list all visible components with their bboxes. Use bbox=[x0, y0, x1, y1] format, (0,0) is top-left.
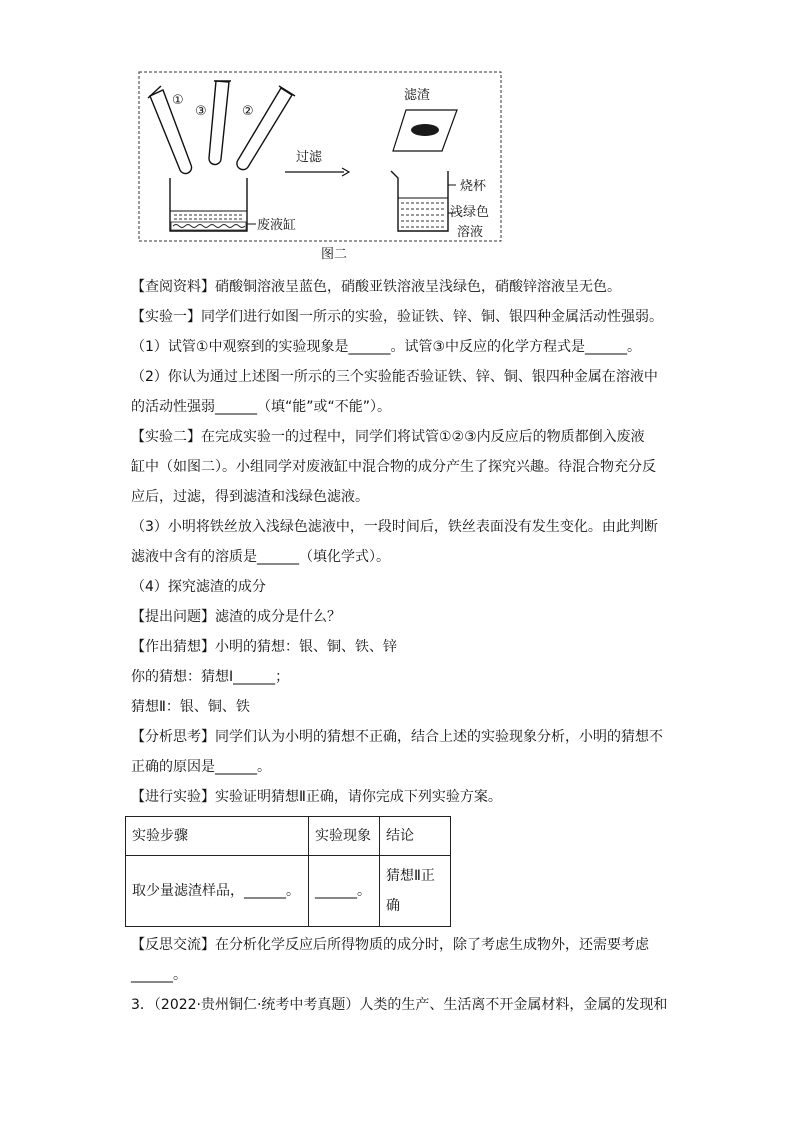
table-header-cell: 实验步骤 bbox=[126, 817, 309, 856]
experiment-two-line2: 缸中（如图二）。小组同学对废液缸中混合物的成分产生了探究兴趣。待混合物充分反 bbox=[131, 459, 656, 475]
filter-arrow-label: 过滤 bbox=[296, 150, 323, 165]
experiment-one-intro: 【实验一】同学们进行如图一所示的实验，验证铁、锌、铜、银四种金属活动性强弱。 bbox=[131, 309, 663, 325]
experiment-two-line3: 应后，过滤，得到滤渣和浅绿色滤液。 bbox=[131, 489, 369, 505]
test-tube-3 bbox=[209, 81, 231, 165]
experiment-two-line1: 【实验二】在完成实验一的过程中，同学们将试管①②③内反应后的物质都倒入废液 bbox=[131, 429, 645, 445]
solution-label-line1: 浅绿色 bbox=[450, 205, 490, 220]
question-4: （4）探究滤渣的成分 bbox=[131, 579, 266, 595]
raise-question: 【提出问题】滤渣的成分是什么？ bbox=[131, 609, 341, 625]
conduct-experiment: 【进行实验】实验证明猜想Ⅱ正确，请你完成下列实验方案。 bbox=[131, 789, 502, 805]
solution-label-line2: 溶液 bbox=[457, 225, 484, 240]
analysis-line1: 【分析思考】同学们认为小明的猜想不正确，结合上述的实验现象分析，小明的猜想不 bbox=[131, 729, 663, 745]
table-header-cell: 实验现象 bbox=[309, 817, 380, 856]
hypothesis-2: 猜想Ⅱ：银、铜、铁 bbox=[131, 699, 250, 715]
question-content bbox=[131, 272, 671, 1020]
question-2-line2: 的活动性强弱______（填“能”或“不能”）。 bbox=[131, 399, 392, 415]
figure-caption: 图二 bbox=[321, 247, 348, 262]
beaker-label: 烧杯 bbox=[460, 179, 487, 194]
question-1: （1）试管①中观察到的实验现象是______。试管③中反应的化学方程式是______。 bbox=[131, 339, 642, 355]
test-tube-1 bbox=[148, 86, 192, 174]
tube-label-3: ③ bbox=[195, 104, 207, 119]
experiment-table bbox=[125, 816, 451, 927]
question-2-line1: （2）你认为通过上述图一所示的三个实验能否验证铁、锌、铜、银四种金属在溶液中 bbox=[131, 369, 658, 385]
filter-arrow bbox=[285, 168, 349, 176]
table-cell-conclusion: 猜想Ⅱ正确 bbox=[380, 856, 451, 927]
table-cell-step: 取少量滤渣样品，______。 bbox=[126, 856, 309, 927]
analysis-line2: 正确的原因是______。 bbox=[131, 759, 271, 775]
filter-residue-label: 滤渣 bbox=[404, 88, 431, 103]
table-cell-phenomenon: ______。 bbox=[309, 856, 380, 927]
reflection-line2: ______。 bbox=[131, 967, 187, 983]
question-3-line2: 滤液中含有的溶质是______（填化学式）。 bbox=[131, 549, 390, 565]
reflection-line1: 【反思交流】在分析化学反应后所得物质的成分时，除了考虑生成物外，还需要考虑 bbox=[131, 937, 649, 953]
table-row bbox=[126, 856, 451, 927]
filter-paper-residue bbox=[393, 110, 457, 151]
hypothesis-1: 你的猜想：猜想Ⅰ______； bbox=[131, 669, 290, 685]
hypothesis-xiaoming: 【作出猜想】小明的猜想：银、铜、铁、锌 bbox=[131, 639, 397, 655]
tube-label-1: ① bbox=[172, 93, 184, 108]
table-header-row bbox=[126, 817, 451, 856]
test-tube-2 bbox=[237, 86, 295, 170]
question-3-line1: （3）小明将铁丝放入浅绿色滤液中，一段时间后，铁丝表面没有发生变化。由此判断 bbox=[131, 519, 658, 535]
question-3-next: 3．（2022·贵州铜仁·统考中考真题）人类的生产、生活离不开金属材料，金属的发现和 bbox=[131, 997, 668, 1013]
table-header-cell: 结论 bbox=[380, 817, 451, 856]
experiment-figure-two bbox=[130, 68, 510, 268]
tube-label-2: ② bbox=[242, 104, 254, 119]
reference-info: 【查阅资料】硝酸铜溶液呈蓝色，硝酸亚铁溶液呈浅绿色，硝酸锌溶液呈无色。 bbox=[131, 279, 621, 295]
waste-tank-label: 废液缸 bbox=[257, 218, 297, 233]
waste-tank bbox=[170, 178, 256, 231]
beaker bbox=[391, 171, 456, 231]
